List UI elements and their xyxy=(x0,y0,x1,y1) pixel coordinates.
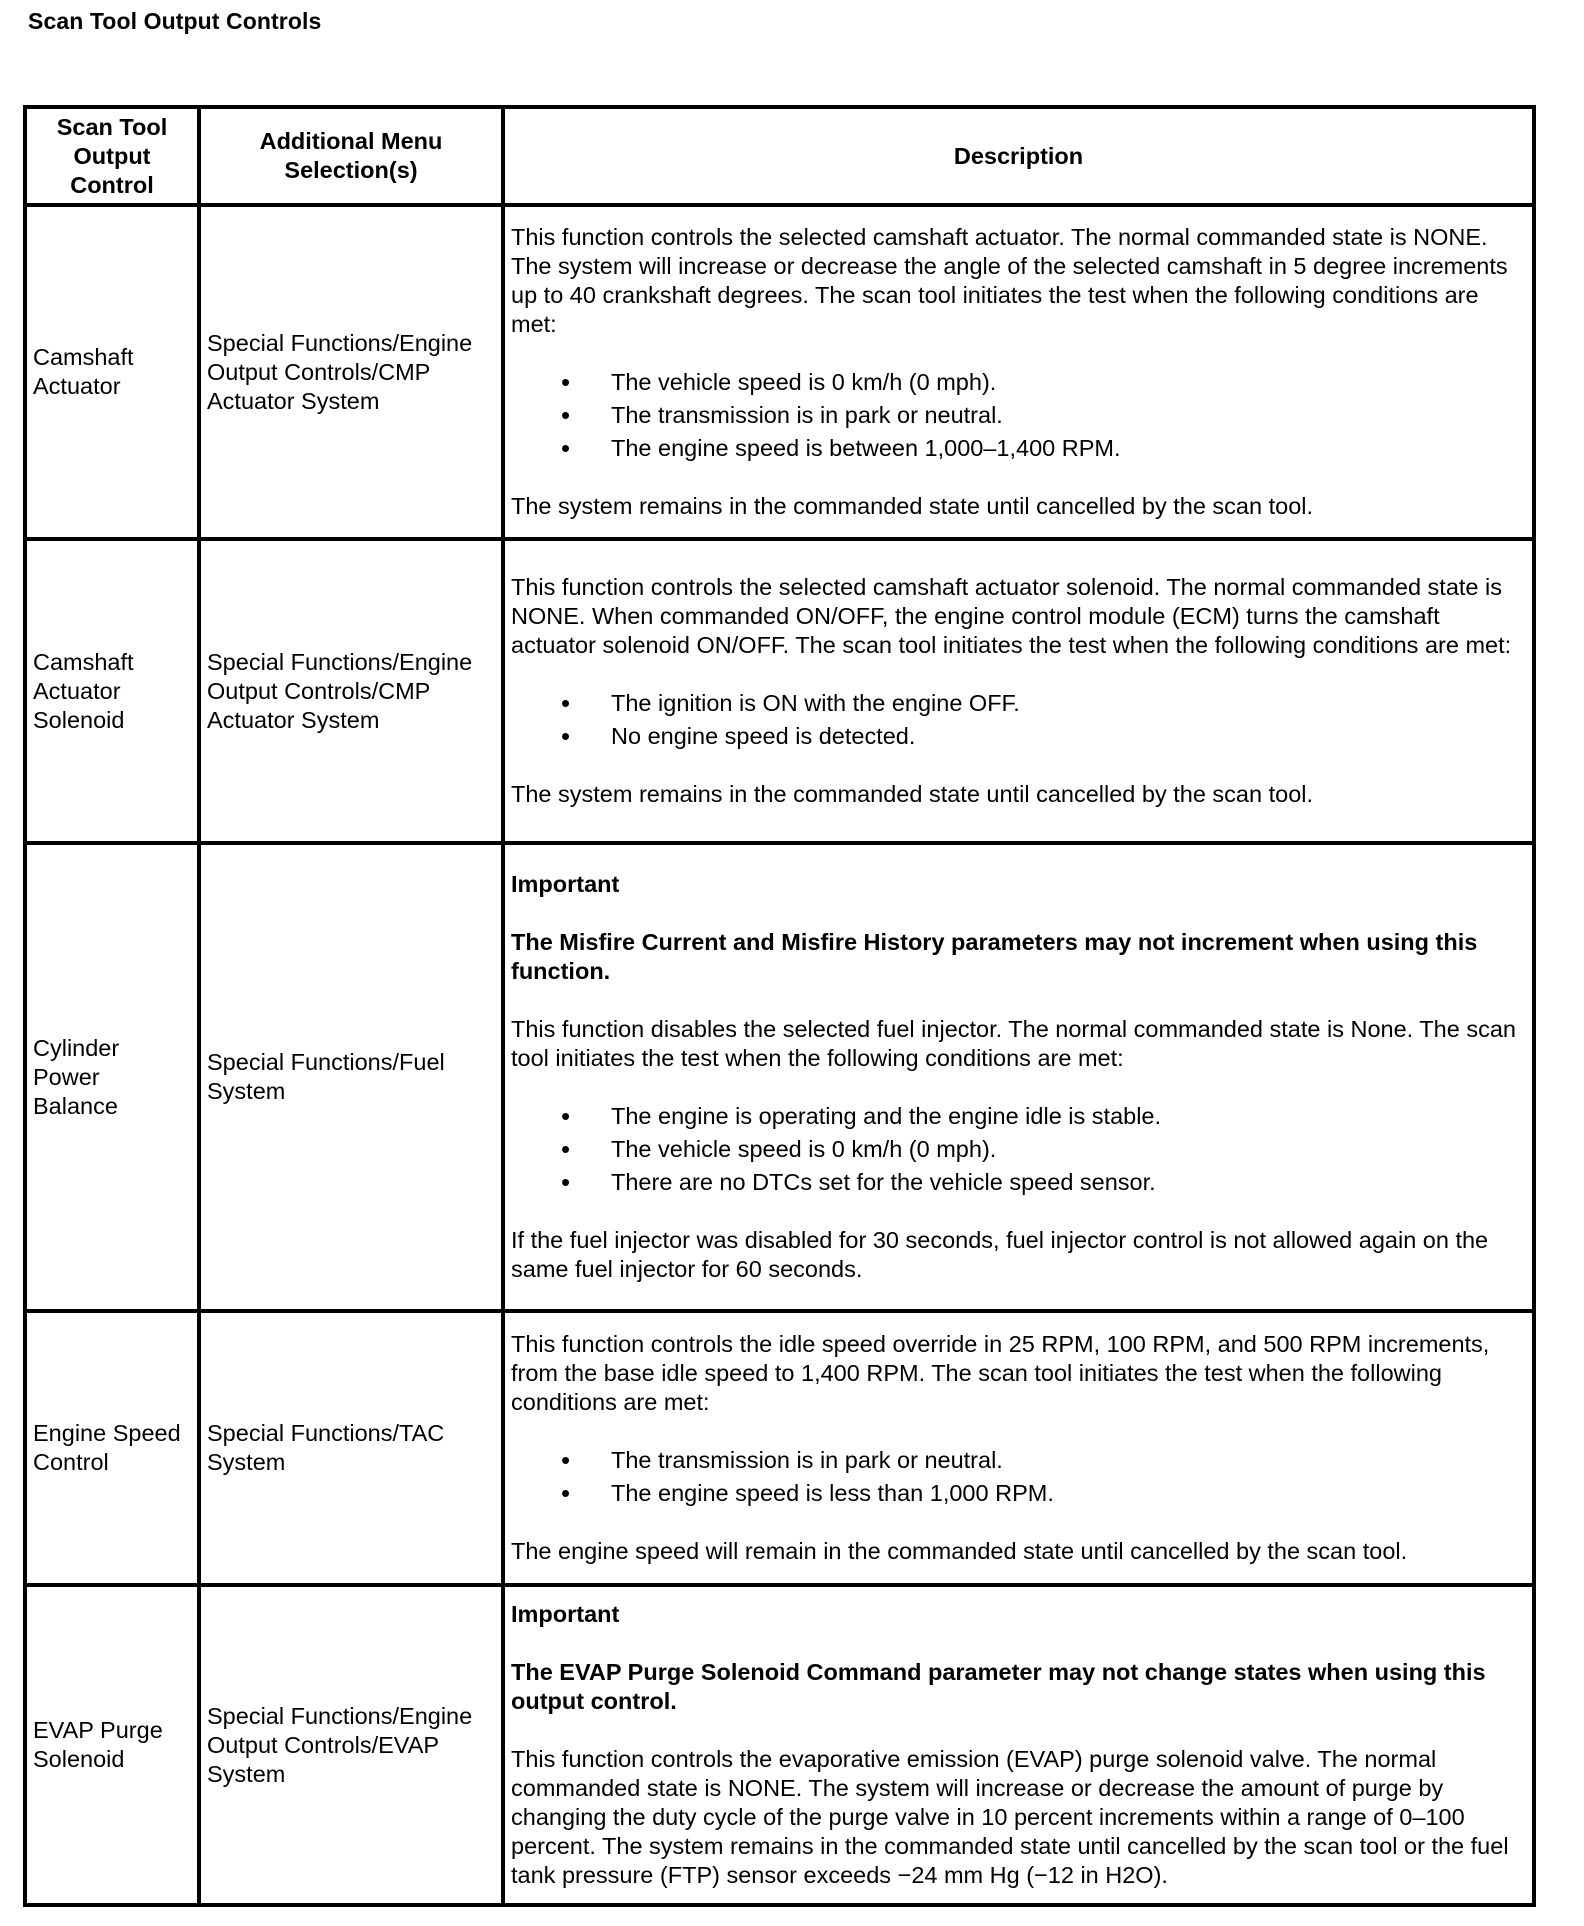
output-control-cell: Camshaft Actuator Solenoid xyxy=(25,539,199,843)
condition-item: • The vehicle speed is 0 km/h (0 mph). xyxy=(511,1135,1525,1164)
description-cell xyxy=(503,1311,1534,1585)
description-outro: If the fuel injector was disabled for 30 seconds, fuel injector control is not allowed again on the same fuel injector for 60 seconds. xyxy=(511,1227,1489,1282)
description-cell xyxy=(503,205,1534,539)
description-cell xyxy=(503,539,1534,843)
output-control-cell: EVAP Purge Solenoid xyxy=(25,1585,199,1905)
condition-item: • The engine is operating and the engine idle is stable. xyxy=(511,1102,1525,1131)
table-row xyxy=(25,1311,1534,1585)
description-intro: This function disables the selected fuel injector. The normal commanded state is None. The scan tool initiates the test when the following conditions are met: xyxy=(511,1016,1516,1071)
description-outro: The engine speed will remain in the commanded state until cancelled by the scan tool. xyxy=(511,1538,1408,1564)
menu-selection-cell: Special Functions/TAC System xyxy=(199,1311,503,1585)
output-controls-table xyxy=(23,105,1536,1907)
output-control-cell: Cylinder Power Balance xyxy=(25,843,199,1311)
menu-selection-cell: Special Functions/Fuel System xyxy=(199,843,503,1311)
output-control-cell: Camshaft Actuator xyxy=(25,205,199,539)
description-cell xyxy=(503,1585,1534,1905)
description-intro: This function controls the evaporative emission (EVAP) purge solenoid valve. The normal commanded state is NONE. The system will increase or decrease the amount of purge by changing the duty cycle of the purge valve in 10 percent increments within a range of 0–100 percent. The system remains in the commanded state until cancelled by the scan tool or the fuel tank pressure (FTP) sensor exceeds −24 mm Hg (−12 in H2O). xyxy=(511,1746,1509,1888)
output-control-cell: Engine Speed Control xyxy=(25,1311,199,1585)
condition-item: • The vehicle speed is 0 km/h (0 mph). xyxy=(511,368,1525,397)
description-outro: The system remains in the commanded state until cancelled by the scan tool. xyxy=(511,493,1314,519)
description-outro: The system remains in the commanded state until cancelled by the scan tool. xyxy=(511,781,1314,807)
description-cell xyxy=(503,843,1534,1311)
condition-item: • The engine speed is between 1,000–1,400 RPM. xyxy=(511,434,1525,463)
menu-selection-cell: Special Functions/Engine Output Controls/EVAP System xyxy=(199,1585,503,1905)
table-row xyxy=(25,539,1534,843)
condition-item: • The transmission is in park or neutral. xyxy=(511,1446,1525,1475)
table-row xyxy=(25,1585,1534,1905)
important-label: Important xyxy=(511,1601,620,1627)
condition-item: • The engine speed is less than 1,000 RPM. xyxy=(511,1479,1525,1508)
header-description: Description xyxy=(503,107,1534,205)
condition-item: • No engine speed is detected. xyxy=(511,722,1525,751)
table-header-row xyxy=(25,107,1534,205)
description-intro: This function controls the selected camshaft actuator. The normal commanded state is NONE. The system will increase or decrease the angle of the selected camshaft in 5 degree increments up to 40 crankshaft degrees. The scan tool initiates the test when the following conditions are met: xyxy=(511,224,1508,337)
header-output-control: Scan Tool Output Control xyxy=(25,107,199,205)
important-note: The EVAP Purge Solenoid Command parameter may not change states when using this output control. xyxy=(511,1659,1486,1714)
menu-selection-cell: Special Functions/Engine Output Controls/CMP Actuator System xyxy=(199,539,503,843)
condition-item: • The ignition is ON with the engine OFF. xyxy=(511,689,1525,718)
page-title: Scan Tool Output Controls xyxy=(28,8,322,34)
menu-selection-cell: Special Functions/Engine Output Controls/CMP Actuator System xyxy=(199,205,503,539)
important-note: The Misfire Current and Misfire History parameters may not increment when using this function. xyxy=(511,929,1478,984)
table-row xyxy=(25,843,1534,1311)
table-row xyxy=(25,205,1534,539)
description-intro: This function controls the selected camshaft actuator solenoid. The normal commanded state is NONE. When commanded ON/OFF, the engine control module (ECM) turns the camshaft actuator solenoid ON/OFF. The scan tool initiates the test when the following conditions are met: xyxy=(511,574,1512,658)
condition-item: • The transmission is in park or neutral. xyxy=(511,401,1525,430)
header-menu-selection: Additional Menu Selection(s) xyxy=(199,107,503,205)
condition-list xyxy=(511,1446,1525,1508)
important-label: Important xyxy=(511,871,620,897)
condition-item: • There are no DTCs set for the vehicle speed sensor. xyxy=(511,1168,1525,1197)
description-intro: This function controls the idle speed override in 25 RPM, 100 RPM, and 500 RPM increments, from the base idle speed to 1,400 RPM. The scan tool initiates the test when the following conditions are met: xyxy=(511,1331,1490,1415)
condition-list xyxy=(511,689,1525,751)
condition-list xyxy=(511,1102,1525,1197)
condition-list xyxy=(511,368,1525,463)
